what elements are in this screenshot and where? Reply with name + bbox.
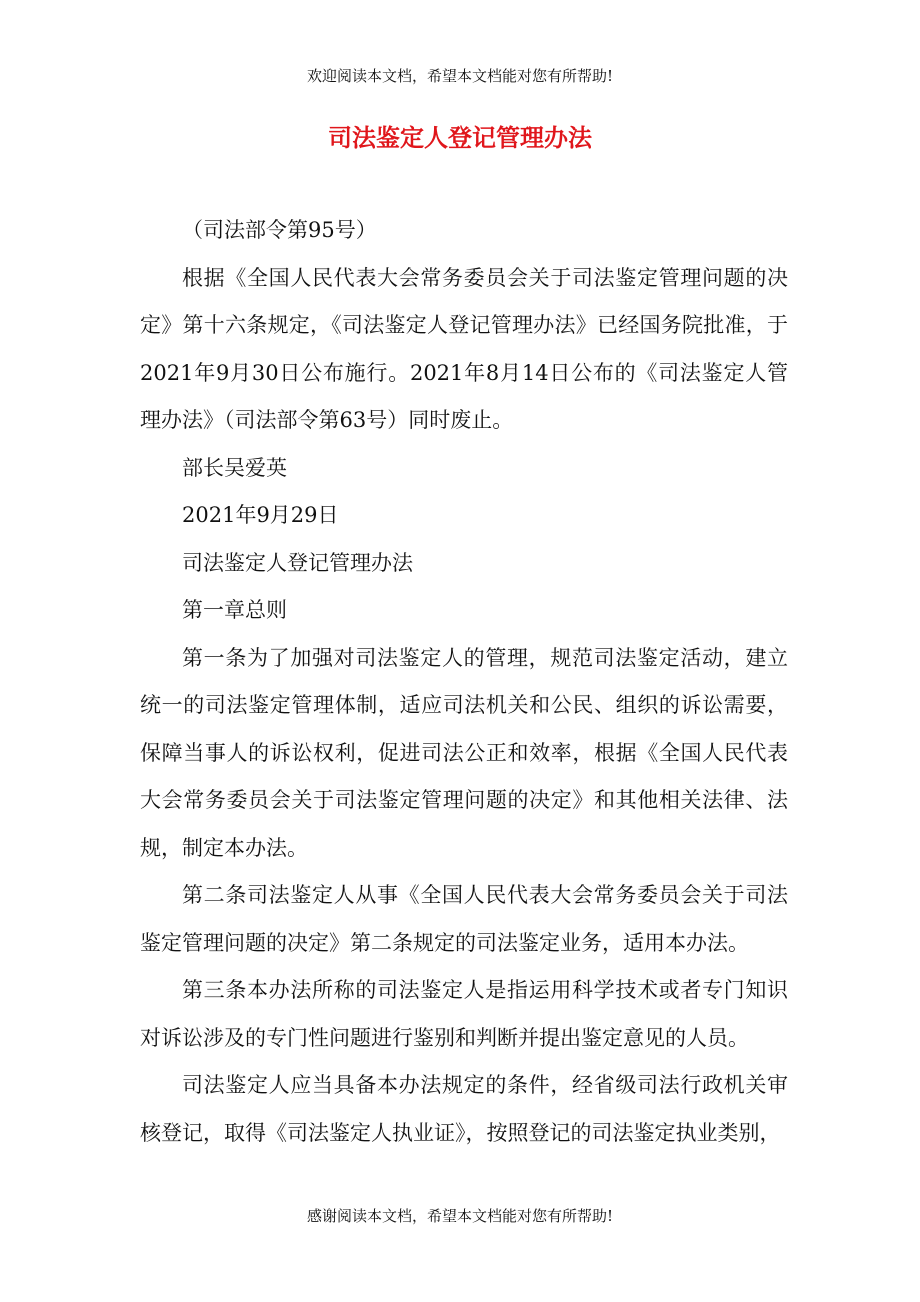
decree-number: （司法部令第95号） [182,218,377,242]
regulation-heading: 司法鉴定人登记管理办法 [182,550,413,575]
issue-date: 2021年9月29日 [182,503,339,527]
article-1: 第一条为了加强对司法鉴定人的管理，规范司法鉴定活动，建立统一的司法鉴定管理体制，适应司法机关和公民、组织的诉讼需要，保障当事人的诉讼权利，促进司法公正和效率，根据《全国人民代表大会常务委员会关于司法鉴定管理问题的决定》和其他相关法律、法规，制定本办法。 [140,645,788,860]
chapter-heading: 第一章总则 [182,598,287,622]
article-3: 第三条本办法所称的司法鉴定人是指运用科学技术或者专门知识对诉讼涉及的专门性问题进行鉴别和判断并提出鉴定意见的人员。 [140,978,788,1050]
article-3-continued: 司法鉴定人应当具备本办法规定的条件，经省级司法行政机关审核登记，取得《司法鉴定人执业证》，按照登记的司法鉴定执业类别， [140,1073,788,1145]
signatory: 部长吴爱英 [182,455,287,480]
article-2: 第二条司法鉴定人从事《全国人民代表大会常务委员会关于司法鉴定管理问题的决定》第二条规定的司法鉴定业务，适用本办法。 [140,883,788,955]
footer-note: 感谢阅读本文档，希望本文档能对您有所帮助! [306,1207,614,1225]
document-body [140,207,788,1157]
document-title: 司法鉴定人登记管理办法 [328,123,592,152]
header-note: 欢迎阅读本文档，希望本文档能对您有所帮助! [306,67,614,85]
preamble-paragraph: 根据《全国人民代表大会常务委员会关于司法鉴定管理问题的决定》第十六条规定，《司法鉴定人登记管理办法》已经国务院批准，于2021年9月30日公布施行。2021年8月14日公布的《司法鉴定人管理办法》（司法部令第63号）同时废止。 [140,265,788,432]
